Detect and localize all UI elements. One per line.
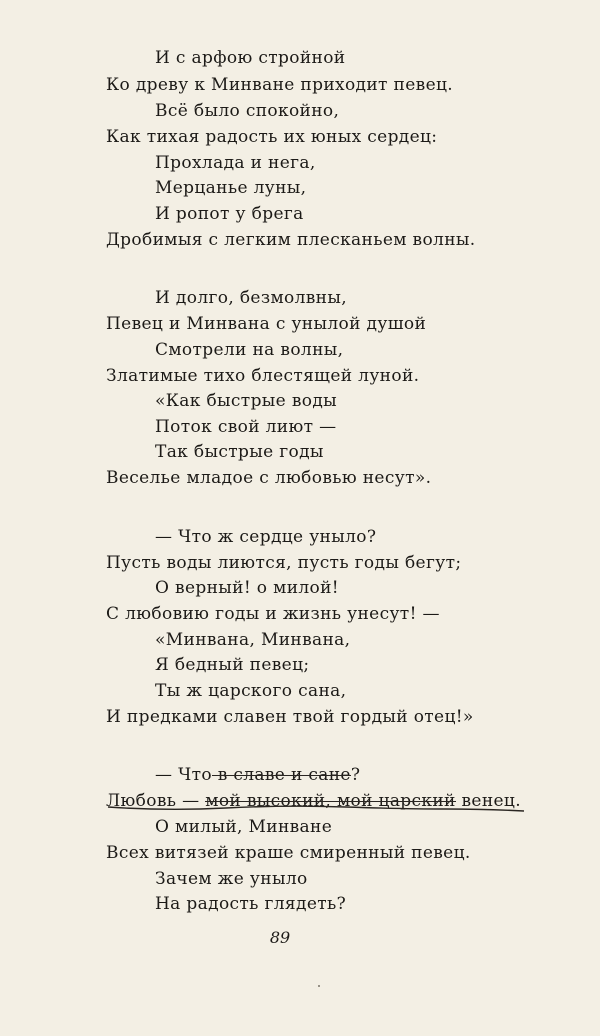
poem-line: И долго, безмолвны, xyxy=(155,288,347,308)
paper-speck xyxy=(318,985,320,987)
poem-line: Пусть воды лиются, пусть годы бегут; xyxy=(106,553,462,573)
page-number: 89 xyxy=(269,928,291,947)
poem-line: И предками славен твой гордый отец!» xyxy=(106,707,474,727)
poem-line-edited xyxy=(155,765,360,785)
poem-line: И ропот у брега xyxy=(155,204,304,224)
poem-line: Златимые тихо блестящей луной. xyxy=(106,366,420,386)
poem-line: И с арфою стройной xyxy=(155,48,346,68)
poem-line: На радость глядеть? xyxy=(155,894,347,914)
poem-line: Дробимыя с легким плесканьем волны. xyxy=(106,230,476,250)
poem-line: Мерцанье луны, xyxy=(155,178,307,198)
poem-line: С любовию годы и жизнь унесут! — xyxy=(106,604,440,624)
poem-line: Зачем же уныло xyxy=(155,869,308,889)
poem-line: Певец и Минвана с унылой душой xyxy=(106,314,427,334)
line-text: ? xyxy=(350,765,361,785)
line-text: венец. xyxy=(455,791,521,811)
poem-line: Поток свой лиют — xyxy=(155,417,337,437)
poem-line: Я бедный певец; xyxy=(155,655,310,675)
poem-line: О милый, Минване xyxy=(155,817,333,837)
line-text: — Что xyxy=(155,765,212,785)
poem-line: — Что ж сердце уныло? xyxy=(155,527,377,547)
struck-text: мой высокий, мой царский xyxy=(205,791,456,811)
handwritten-underline xyxy=(106,795,526,815)
poem-line: Как тихая радость их юных сердец: xyxy=(106,127,438,147)
poem-line: Веселье младое с любовью несут». xyxy=(106,468,432,488)
poem-line: Всё было спокойно, xyxy=(155,101,340,121)
poem-line: О верный! о милой! xyxy=(155,578,339,598)
struck-text: в славе и сане xyxy=(211,765,351,785)
poem-line: Прохлада и нега, xyxy=(155,153,316,173)
poem-line: Ко древу к Минване приходит певец. xyxy=(106,75,454,95)
poem-line: Всех витязей краше смиренный певец. xyxy=(106,843,471,863)
poem-line: «Минвана, Минвана, xyxy=(155,630,351,650)
poem-line: «Как быстрые воды xyxy=(155,391,338,411)
poem-line: Ты ж царского сана, xyxy=(155,681,347,701)
poem-line: Так быстрые годы xyxy=(155,442,324,462)
line-text: Любовь — xyxy=(106,791,206,811)
poem-line: Смотрели на волны, xyxy=(155,340,344,360)
